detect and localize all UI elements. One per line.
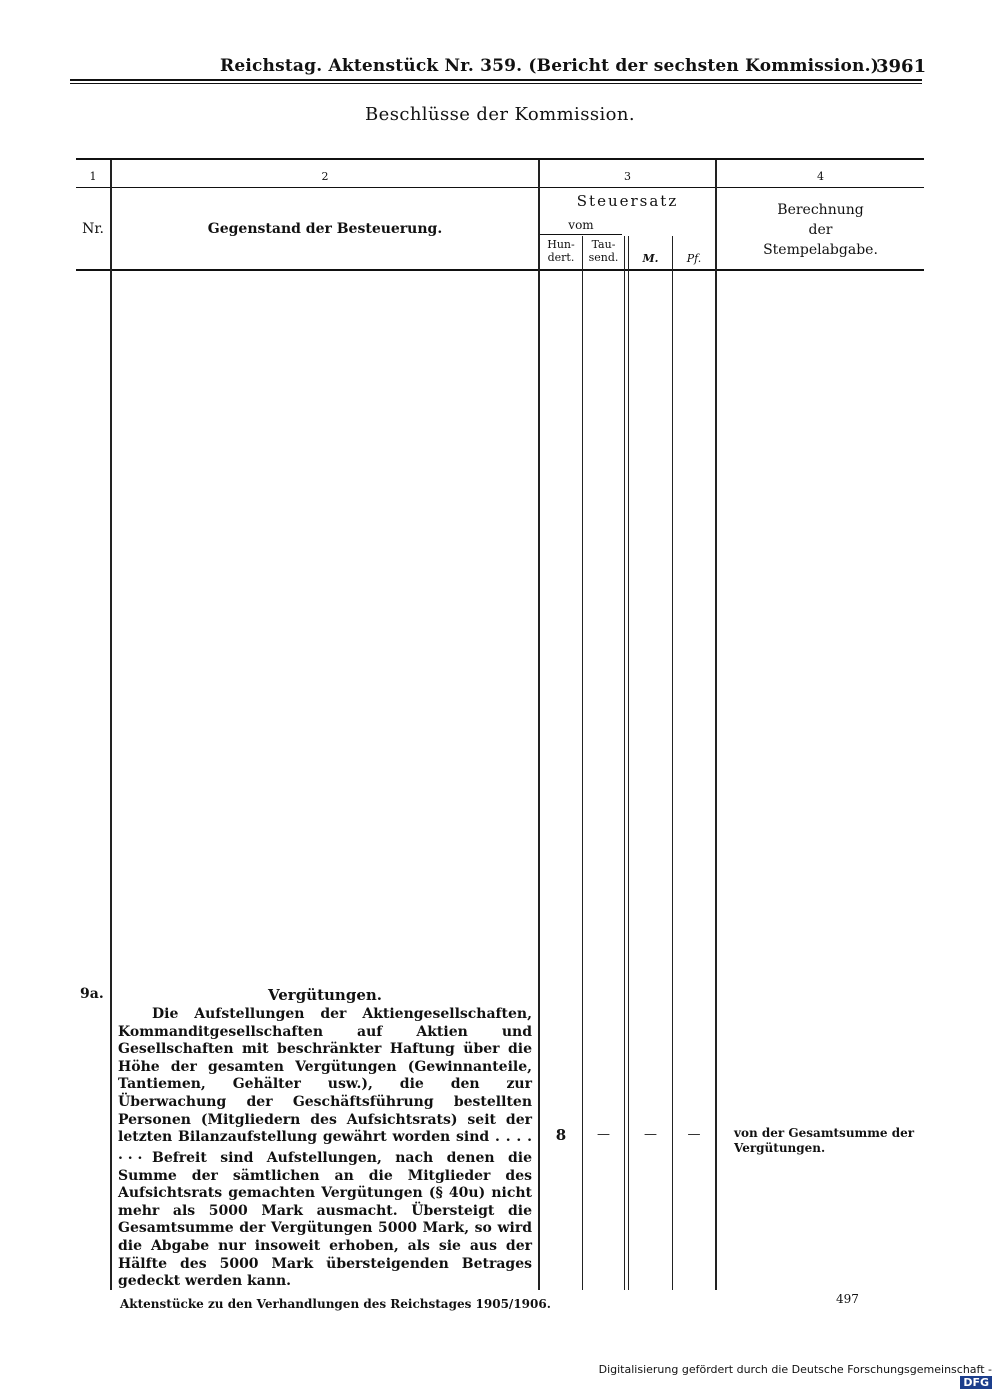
section-subtitle: Beschlüsse der Kommission. xyxy=(365,104,635,125)
header-nr: Nr. xyxy=(82,221,104,237)
header-hundert-line-2: dert. xyxy=(547,251,575,264)
header-calculation-line-1: Berechnung xyxy=(777,202,864,218)
footer-source: Aktenstücke zu den Verhandlungen des Reichstages 1905/1906. xyxy=(120,1297,551,1311)
header-calculation xyxy=(717,200,924,260)
digitization-note xyxy=(580,1363,992,1389)
column-number-4: 4 xyxy=(817,170,824,183)
header-pfennig: Pf. xyxy=(686,252,702,265)
header-tausend xyxy=(583,238,624,264)
entry-paragraph-main: Die Aufstellungen der Aktiengesellschaften, Kommanditgesellschaften auf Aktien und Gesellschaften mit beschränkter Haftung über die Höhe der gesamten Vergütungen (Gewinnanteile, Tantiemen, Gehälter usw.), die den zur Überwachung der Geschäftsführung bestellten Personen (Mitgliedern des Aufsichtsrats) seit der letzten Bilanzaufstellung gewährt worden sind . . . . . . . xyxy=(118,1006,532,1163)
header-subject: Gegenstand der Besteuerung. xyxy=(207,221,443,237)
col-divider-2 xyxy=(538,160,540,1290)
rate-mark-value: — xyxy=(644,1127,657,1142)
header-tax-rate: Steuersatz xyxy=(576,192,679,210)
rate-pfennig-value: — xyxy=(687,1127,701,1142)
header-rule-top xyxy=(70,79,922,81)
page-number: 3961 xyxy=(876,56,927,77)
digitization-note-text: Digitalisierung gefördert durch die Deutsche Forschungsgemeinschaft - xyxy=(598,1363,992,1376)
header-calculation-line-2: der xyxy=(808,222,833,238)
entry-title: Vergütungen. xyxy=(267,986,382,1004)
col-divider-tausend-a xyxy=(624,236,625,1290)
header-mark: M. xyxy=(642,252,659,265)
footer-sheet-number: 497 xyxy=(836,1292,859,1306)
running-header-title: Reichstag. Aktenstück Nr. 359. (Bericht der sechsten Kommission.) xyxy=(220,56,879,76)
header-calculation-line-3: Stempelabgabe. xyxy=(763,242,878,258)
column-number-1: 1 xyxy=(89,170,97,183)
header-bottom-rule xyxy=(76,269,924,271)
column-number-3: 3 xyxy=(624,170,631,183)
rate-tausend-value: — xyxy=(597,1127,610,1142)
subheader-rule-vom xyxy=(540,234,622,235)
column-number-2: 2 xyxy=(321,170,329,183)
col-divider-1 xyxy=(110,160,112,1290)
col-divider-3 xyxy=(715,160,717,1290)
header-tausend-line-2: send. xyxy=(588,251,619,264)
header-vom: vom xyxy=(568,218,594,232)
entry-paragraph-exemption: Befreit sind Aufstellungen, nach denen die Summe der sämtlichen an die Mitglieder des Aufsichtsrats gemachten Vergütungen (§ 40u) nicht mehr als 5000 Mark ausmacht. Übersteigt die Gesamtsumme der Vergütungen 5000 Mark, so wird die Abgabe nur insoweit erhoben, als sie aus der Hälfte des 5000 Mark übersteigenden Betrages gedeckt werden kann. xyxy=(118,1150,532,1290)
header-rule-bottom xyxy=(70,83,922,84)
table-top-rule xyxy=(76,158,924,160)
calculation-value: von der Gesamtsumme der Vergütungen. xyxy=(734,1126,915,1155)
column-number-rule xyxy=(76,187,924,188)
entry-number: 9a. xyxy=(80,986,104,1002)
dfg-logo: DFG xyxy=(960,1376,992,1389)
header-tausend-line-1: Tau- xyxy=(591,238,616,251)
header-hundert xyxy=(540,238,582,264)
header-hundert-line-1: Hun- xyxy=(547,238,575,251)
rate-hundert-value: 8 xyxy=(555,1126,567,1144)
